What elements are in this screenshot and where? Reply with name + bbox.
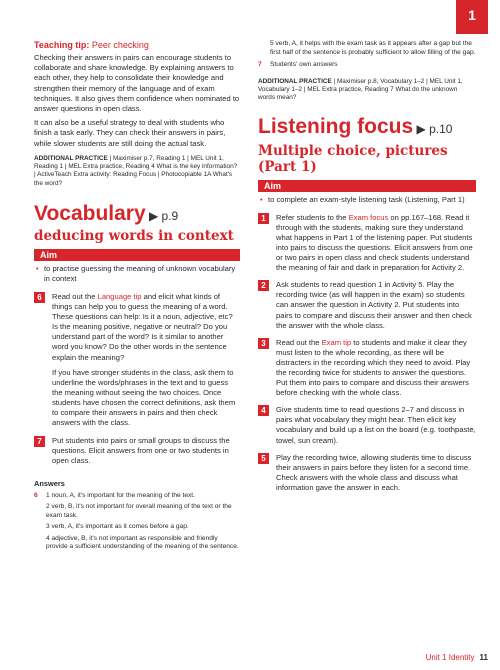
answer-item [34,523,240,532]
answers-title: Answers [34,478,65,488]
answer-number: 7 [258,61,262,69]
step-number: 3 [258,338,269,349]
page-number: 11 [479,653,488,662]
step-text: and elicit what kinds of things can help you to guess the meaning of a word. These questions can help: Is it a noun, adjective, etc? Is the meaning positive, negative or neutral? Do you understand part of the word? Is it similar to another word you know? Do the other words in the sentence explain the meaning? [52,292,233,362]
teaching-tip-title [34,40,240,50]
vocabulary-subtitle: deducing words in context [34,228,234,245]
step-text: to students and make it clear they must listen to the whole recording, as there will be distracters in the recording which they need to avoid. Play the recording twice for students to answer the questions. Put them into pairs to compare and discuss their answers before checking with the whole class. [276,337,471,398]
step-text: Play the recording twice, allowing students time to discuss their answers in pairs before they listen for a second time. Check answers with the whole class and discuss what information gave the answer in each. [276,452,472,492]
vocab-step-6-extra [34,368,240,429]
step-number: 2 [258,280,269,291]
vocabulary-section [34,202,240,467]
step-text: Ask students to read question 1 in Activity 5. Play the recording twice (as will happen in the exam) so students can answer the question in Activity 2. Put students into pairs to compare and discuss their answer and then check the answer with the whole class. [276,280,472,330]
step-number: 6 [34,292,45,303]
listening-subtitle: Multiple choice, pictures (Part 1) [258,142,448,175]
language-tip-ref: Language tip [97,292,142,302]
tip-label: Teaching tip: [34,40,90,50]
answer-item [258,61,476,70]
answer-item [34,503,240,520]
unit-tab: 1 [456,0,488,34]
vocab-page-ref: ▶ p.9 [145,209,179,224]
footer-unit-name: Identity [446,653,475,662]
tip-topic: Peer checking [89,40,149,50]
vocab-heading: Vocabulary [34,202,146,226]
step-number: 4 [258,405,269,416]
answers-box [34,479,240,553]
practice-text: | Maximiser p.8, Vocabulary 1–2 | MEL Unit 1, Vocabulary 1–2 | MEL Extra practice, Reading 7 What do the unknown words mean? [258,77,463,102]
listening-heading: Listening focus [258,114,414,138]
vocab-aim-bar: Aim [34,249,240,261]
teaching-tip-p2: It can also be a useful strategy to deal with students who finish a task early. They can check their answers in pairs, while slower students are still doing the actual task. [34,118,226,148]
listening-step [258,213,476,274]
step-text: If you have stronger students in the class, ask them to underline the words/phrases in the text and to guess the meaning without seeing the two choices. Once students have chosen the correct definitions, ask them to compare their answers in pairs and then check answers with the class. [52,367,236,428]
vocab-step-6 [34,292,240,363]
step-text: on pp.167–168. Read it through with the students, making sure they understand what happens in Part 1 of the listening paper. Put students into pairs to discuss the questions. Elicit answers from one or two pairs in open class and check students understand the meaning of fair and dark in preparation for Activity 2. [276,212,473,273]
answer-number: 6 [34,491,38,499]
answer-item [34,535,240,552]
page-footer [426,653,488,662]
practice-label: ADDITIONAL PRACTICE [34,154,108,162]
vocab-aim-item: • to practise guessing the meaning of unknown vocabulary in context [34,264,240,284]
exam-ref: Exam focus [348,212,389,222]
listening-aim-item: • to complete an exam-style listening task (Listening, Part 1) [258,195,476,205]
answer-text: 5 verb, A, it helps with the exam task as it appears after a gap but the first half of the sentence is probably sufficient to allow filling of the gap. [270,40,476,56]
right-column [258,40,476,493]
answer-text: 2 verb, B, it's not important for overall meaning of the text or the exam task. [46,503,232,519]
listening-step [258,405,476,445]
step-number: 1 [258,213,269,224]
vocab-step-7 [34,436,240,466]
additional-practice-left [34,155,240,188]
step-number: 7 [34,436,45,447]
exam-ref: Exam tip [321,337,352,347]
listening-step [258,453,476,493]
answer-item [34,492,240,501]
answer-text: 1 noun, A, it's important for the meaning of the text. [46,491,195,499]
step-number: 5 [258,453,269,464]
answer-text: 4 adjective, B, it's not important as responsible and friendly provide a sufficient understanding of the meaning of the sentence. [46,534,239,551]
step-text: Read out the [52,292,98,302]
additional-practice-right [258,78,476,103]
step-text: Read out the [276,337,322,347]
listening-aim-bar: Aim [258,180,476,192]
practice-text: | Maximiser p.7, Reading 1 | MEL Unit 1, Reading 1 | MEL Extra practice, Reading 4 What is the key information? | ActiveTeach Extra activity: Reading Focus | Photocopiable 1A What's the word? [34,154,238,187]
listening-title [258,115,476,141]
answer-text: Students' own answers [270,61,338,69]
vocabulary-title [34,202,240,228]
listening-step [258,280,476,330]
step-text: Give students time to read questions 2–7 and discuss in pairs what vocabulary they might hear. Then elicit key vocabulary and build up a list on the board (e.g. toothpaste, towel, sun cream). [276,405,476,445]
listening-page-ref: ▶ p.10 [413,121,453,136]
answer-item [258,40,476,57]
left-column [34,40,240,552]
step-text: Refer students to the [276,212,349,222]
footer-unit: Unit 1 [425,653,447,662]
listening-step [258,338,476,399]
listening-section [258,115,476,493]
practice-label: ADDITIONAL PRACTICE [258,77,332,85]
step-text: Put students into pairs or small groups to discuss the questions. Elicit answers from one or two students in open class. [52,436,230,466]
answer-text: 3 verb, A, it's important as it comes before a gap. [46,523,189,531]
teaching-tip-p1: Checking their answers in pairs can encourage students to collaborate and share knowledge. By explaining answers to each other, they help to consolidate their knowledge and strengthen their memory of the language and of exam techniques. It also gives them confidence when nominated to answer questions in open class. [34,53,240,114]
